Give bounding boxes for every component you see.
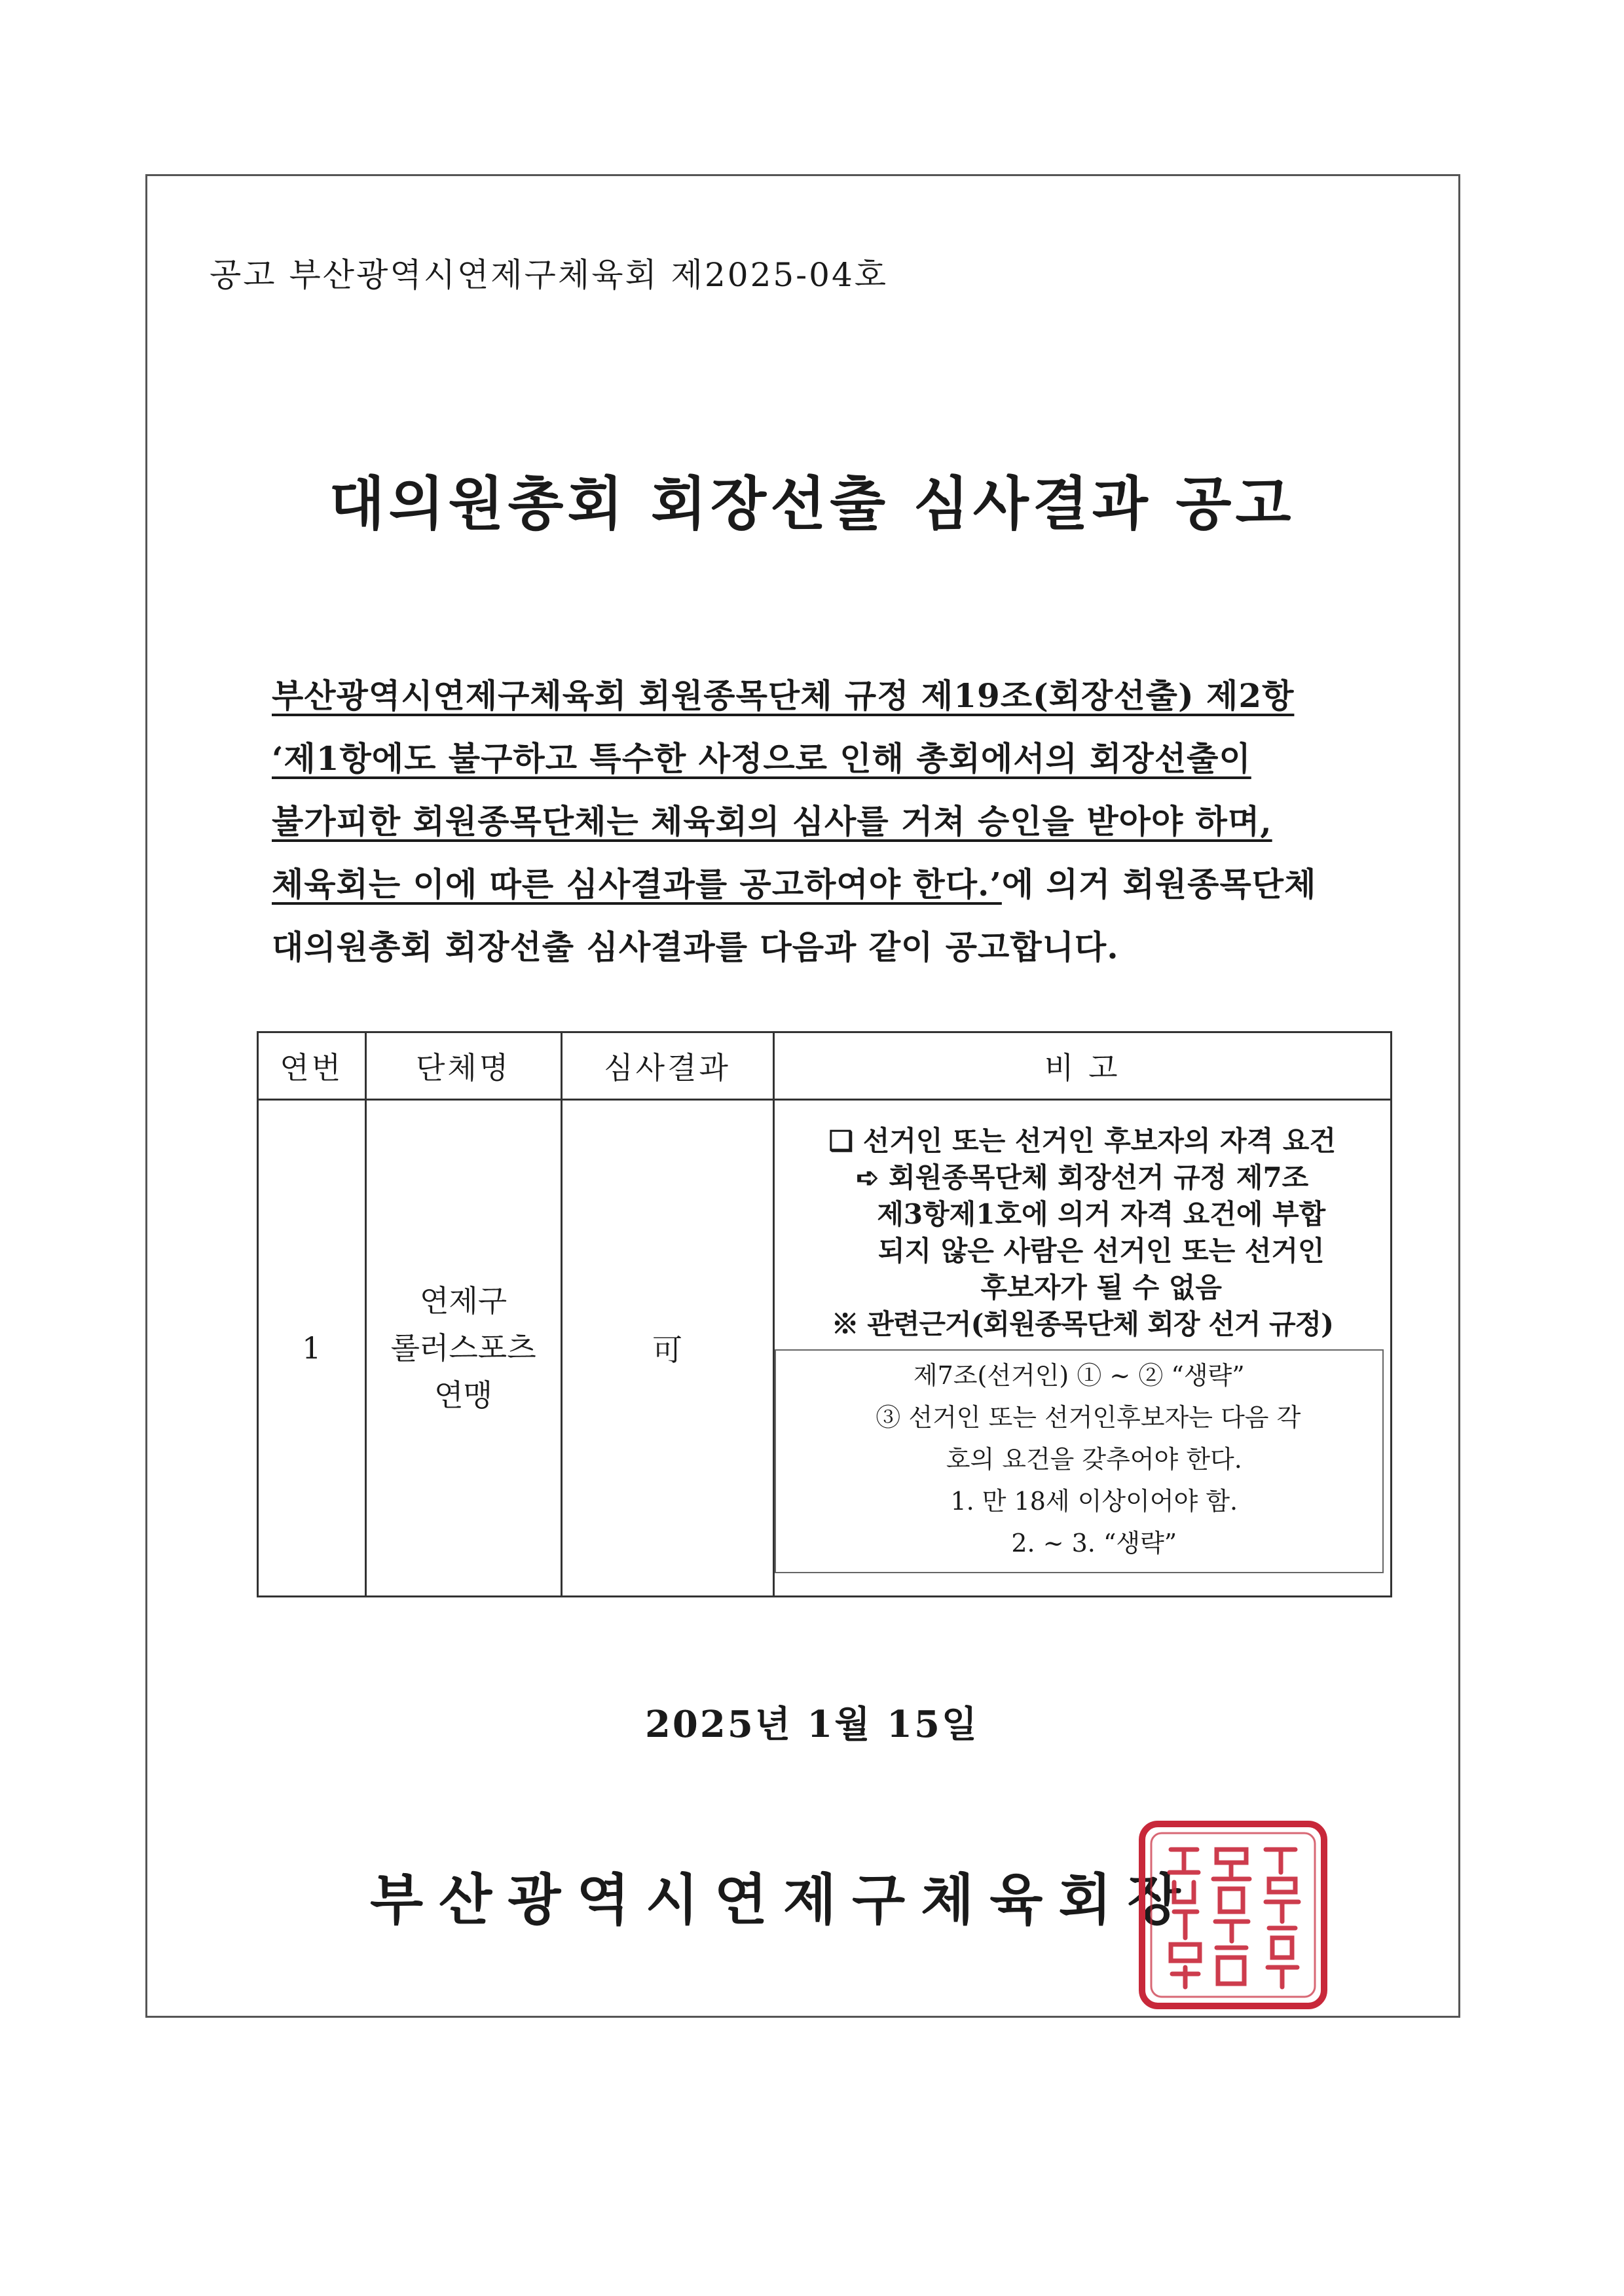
note-line-4: 되지 않은 사람은 선거인 또는 선거인 — [877, 1235, 1325, 1267]
table-header-row — [258, 1032, 1392, 1100]
row-note — [773, 1100, 1391, 1597]
official-seal-icon — [1138, 1820, 1328, 2010]
body-line-5: 대의원총회 회장선출 심사결과를 다음과 같이 공고합니다. — [272, 928, 1119, 966]
header-no: 연번 — [258, 1032, 366, 1100]
note-line-1: ❑ 선거인 또는 선거인 후보자의 자격 요건 — [828, 1125, 1337, 1157]
body-line-1: 부산광역시연제구체육회 회원종목단체 규정 제19조(회장선출) 제2항 — [272, 676, 1295, 715]
note-line-2: ➪ 회원종목단체 회장선거 규정 제7조 — [856, 1161, 1309, 1194]
org-line-2: 롤러스포츠 — [390, 1330, 536, 1366]
excerpt-line-3: 호의 요건을 갖추어야 한다. — [946, 1445, 1242, 1474]
document-title: 대의원총회 회장선출 심사결과 공고 — [329, 469, 1295, 538]
table-row — [258, 1100, 1392, 1597]
excerpt-line-2: ③ 선거인 또는 선거인후보자는 다음 각 — [876, 1403, 1301, 1432]
signer-name: 부산광역시연제구체육회장 — [370, 1867, 1196, 1932]
excerpt-line-5: 2. ~ 3. “생략” — [1011, 1529, 1177, 1558]
regulation-excerpt-box — [775, 1349, 1384, 1573]
note-line-3: 제3항제1호에 의거 자격 요건에 부합 — [877, 1198, 1326, 1230]
note-line-5: 후보자가 될 수 없음 — [980, 1271, 1223, 1303]
notice-body — [272, 665, 1398, 979]
body-line-4 — [272, 853, 1398, 916]
row-no: 1 — [258, 1100, 366, 1597]
org-line-3: 연맹 — [434, 1377, 493, 1413]
header-result: 심사결과 — [561, 1032, 773, 1100]
notice-number: 공고 부산광역시연제구체육회 제2025-04호 — [210, 256, 889, 294]
notice-date: 2025년 1월 15일 — [644, 1703, 980, 1746]
body-line-4-underlined: 체육회는 이에 따른 심사결과를 공고하여야 한다.’ — [272, 865, 1002, 903]
body-line-4-rest: 에 의거 회원종목단체 — [1001, 865, 1317, 903]
note-basis: ※ 관련근거(회원종목단체 회장 선거 규정) — [831, 1308, 1333, 1340]
excerpt-line-1: 제7조(선거인) ① ~ ② “생략” — [913, 1361, 1245, 1390]
body-line-2: ‘제1항에도 불구하고 특수한 사정으로 인해 총회에서의 회장선출이 — [272, 739, 1251, 778]
header-note: 비 고 — [773, 1032, 1391, 1100]
excerpt-line-4: 1. 만 18세 이상이어야 함. — [950, 1487, 1238, 1516]
header-org: 단체명 — [365, 1032, 561, 1100]
body-line-3: 불가피한 회원종목단체는 체육회의 심사를 거쳐 승인을 받아야 하며, — [272, 802, 1272, 841]
row-org — [365, 1100, 561, 1597]
row-result: 可 — [561, 1100, 773, 1597]
review-result-table — [257, 1031, 1392, 1597]
seal-glyphs — [1170, 1850, 1299, 1987]
org-line-1: 연제구 — [419, 1283, 507, 1319]
